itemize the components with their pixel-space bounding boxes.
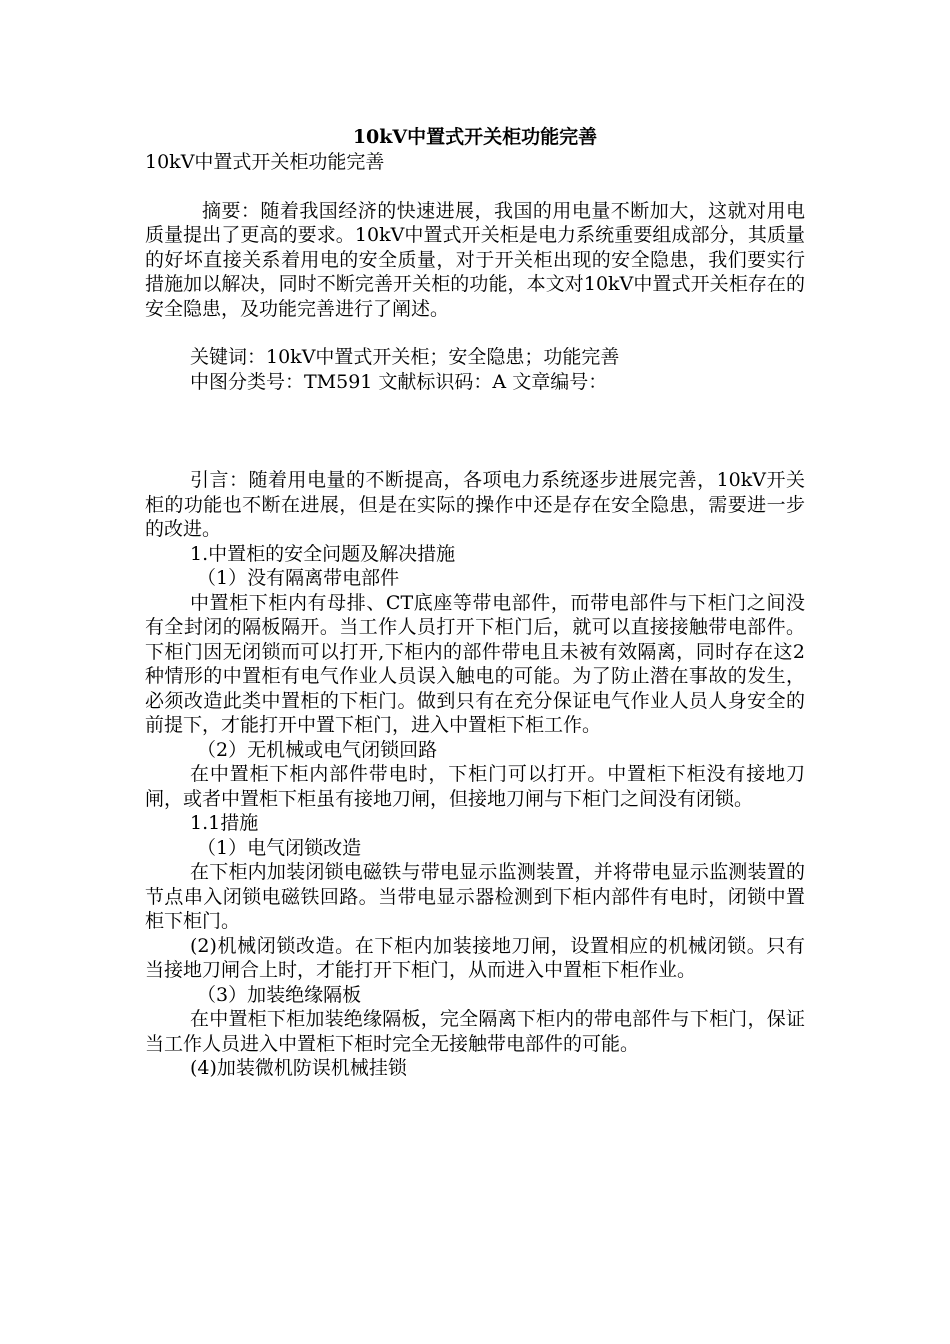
subsection-heading: （2）无机械或电气闭锁回路 <box>197 738 438 761</box>
body-paragraph: 在中置柜下柜内部件带电时，下柜门可以打开。中置柜下柜没有接地刀闸，或者中置柜下柜虽有接地刀闸，但接地刀闸与下柜门之间没有闭锁。 <box>145 763 805 810</box>
document-title: 10kV中置式开关柜功能完善 <box>352 126 598 148</box>
document-body <box>145 150 805 1081</box>
keywords-line: 关键词：10kV中置式开关柜；安全隐患；功能完善 <box>190 346 620 368</box>
document-subtitle: 10kV中置式开关柜功能完善 <box>145 151 385 173</box>
intro-paragraph: 引言：随着用电量的不断提高，各项电力系统逐步进展完善，10kV开关柜的功能也不断在进展，但是在实际的操作中还是存在安全隐患，需要进一步的改进。 <box>145 469 805 540</box>
subsection-heading: (4)加装微机防误机械挂锁 <box>190 1057 407 1079</box>
abstract-paragraph: 摘要：随着我国经济的快速进展，我国的用电量不断加大，这就对用电质量提出了更高的要求。10kV中置式开关柜是电力系统重要组成部分，其质量的好坏直接关系着用电的安全质量，对于开关柜出现的安全隐患，我们要实行措施加以解决，同时不断完善开关柜的功能，本文对10kV中置式开关柜存在的安全隐患，及功能完善进行了阐述。 <box>145 199 805 320</box>
spacer <box>145 321 805 345</box>
body-paragraph: 在下柜内加装闭锁电磁铁与带电显示监测装置，并将带电显示监测装置的节点串入闭锁电磁铁回路。当带电显示器检测到下柜内部件有电时，闭锁中置柜下柜门。 <box>145 861 805 932</box>
spacer <box>145 394 805 468</box>
classification-line: 中图分类号：TM591 文献标识码：A 文章编号： <box>190 370 608 393</box>
subsection-heading: （1）电气闭锁改造 <box>197 836 362 859</box>
body-paragraph: 中置柜下柜内有母排、CT底座等带电部件，而带电部件与下柜门之间没有全封闭的隔板隔开。当工作人员打开下柜门后，就可以直接接触带电部件。下柜门因无闭锁而可以打开,下柜内的部件带电且未被有效隔离，同时存在这2种情形的中置柜有电气作业人员误入触电的可能。为了防止潜在事故的发生，必须改造此类中置柜的下柜门。做到只有在充分保证电气作业人员人身安全的前提下，才能打开中置下柜门，进入中置柜下柜工作。 <box>145 591 805 736</box>
section-heading: 1.中置柜的安全问题及解决措施 <box>190 542 456 565</box>
section-heading: 1.1措施 <box>190 812 259 834</box>
spacer <box>145 175 805 199</box>
body-paragraph: 在中置柜下柜加装绝缘隔板，完全隔离下柜内的带电部件与下柜门，保证当工作人员进入中置柜下柜时完全无接触带电部件的可能。 <box>145 1008 805 1055</box>
subsection-heading: （1）没有隔离带电部件 <box>197 567 400 589</box>
body-paragraph: (2)机械闭锁改造。在下柜内加装接地刀闸，设置相应的机械闭锁。只有当接地刀闸合上时，才能打开下柜门，从而进入中置柜下柜作业。 <box>145 934 805 981</box>
subsection-heading: （3）加装绝缘隔板 <box>197 983 362 1006</box>
